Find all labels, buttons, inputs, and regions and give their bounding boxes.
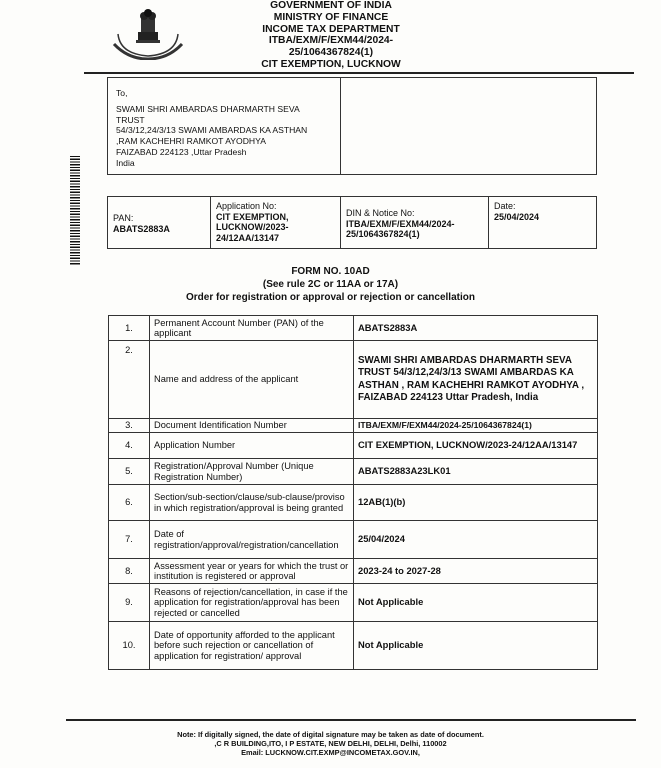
header-ministry: MINISTRY OF FINANCE — [273, 11, 389, 23]
row-label: Assessment year or years for which the trust or institution is registered or approval — [150, 559, 354, 584]
row-value: ABATS2883A — [354, 316, 598, 341]
footer-note: Note: If digitally signed, the date of digital signature may be taken as date of document. — [177, 730, 484, 739]
row-label: Application Number — [150, 433, 354, 459]
addressee-right-blank — [341, 78, 596, 174]
row-number: 4. — [109, 433, 150, 459]
footer-address: ,C R BUILDING,ITO, I P ESTATE, NEW DELHI, DELHI, Delhi, 110002 — [214, 739, 447, 748]
table-row — [109, 622, 598, 670]
addressee-box — [107, 77, 597, 175]
pan-label: PAN: — [113, 213, 134, 223]
table-row — [109, 521, 598, 559]
din-value: ITBA/EXM/F/EXM44/2024-25/1064367824(1) — [346, 218, 455, 239]
header-ref-1: ITBA/EXM/F/EXM44/2024- — [268, 35, 394, 47]
form-title: FORM NO. 10AD — [291, 266, 370, 277]
table-row — [109, 559, 598, 584]
table-row — [109, 433, 598, 459]
addressee-line: TRUST — [116, 114, 145, 125]
application-cell — [211, 197, 341, 248]
row-number: 6. — [109, 485, 150, 521]
table-row — [109, 485, 598, 521]
din-cell — [341, 197, 489, 248]
din-label: DIN & Notice No: — [346, 208, 415, 218]
row-value: ABATS2883A23LK01 — [354, 459, 598, 485]
form-subtitle: Order for registration or approval or rejection or cancellation — [186, 292, 475, 303]
table-row — [109, 341, 598, 419]
info-box — [107, 196, 597, 249]
row-number: 8. — [109, 559, 150, 584]
row-number: 3. — [109, 419, 150, 433]
addressee-line: India — [116, 157, 135, 168]
row-label: Name and address of the applicant — [150, 341, 354, 419]
form-rule: (See rule 2C or 11AA or 17A) — [262, 279, 399, 290]
table-row — [109, 316, 598, 341]
row-number: 7. — [109, 521, 150, 559]
row-number: 2. — [109, 341, 150, 419]
row-value: 25/04/2024 — [354, 521, 598, 559]
addressee-line: 54/3/12,24/3/13 SWAMI AMBARDAS KA ASTHAN — [116, 125, 308, 136]
pan-value: ABATS2883A — [113, 223, 170, 234]
row-label: Permanent Account Number (PAN) of the applicant — [150, 316, 354, 341]
pan-cell — [108, 197, 211, 248]
addressee-block — [108, 78, 341, 174]
row-number: 9. — [109, 584, 150, 622]
header-government: GOVERNMENT OF INDIA — [270, 0, 392, 11]
row-value: 12AB(1)(b) — [354, 485, 598, 521]
row-value: Not Applicable — [354, 622, 598, 670]
footer-email: Email: LUCKNOW.CIT.EXMP@INCOMETAX.GOV.IN, — [241, 748, 420, 757]
date-value: 25/04/2024 — [494, 211, 540, 222]
row-label: Date of opportunity afforded to the applicant before such rejection or cancellation of application for registration/ approval — [150, 622, 354, 670]
row-number: 5. — [109, 459, 150, 485]
row-value: Not Applicable — [354, 584, 598, 622]
letterhead — [200, 0, 462, 71]
row-value: SWAMI SHRI AMBARDAS DHARMARTH SEVA TRUST 54/3/12,24/3/13 SWAMI AMBARDAS KA ASTHAN , RAM KACHEHRI RAMKOT AYODHYA , FAIZABAD 224123 Uttar Pradesh, India — [354, 341, 598, 419]
header-office: CIT EXEMPTION, LUCKNOW — [261, 58, 401, 70]
header-ref-2: 25/1064367824(1) — [288, 47, 374, 59]
addressee-line: FAIZABAD 224123 ,Uttar Pradesh — [116, 146, 247, 157]
row-label: Reasons of rejection/cancellation, in case if the application for registration/approval has been rejected or cancelled — [150, 584, 354, 622]
header-department: INCOME TAX DEPARTMENT — [262, 23, 400, 35]
row-value: 2023-24 to 2027-28 — [354, 559, 598, 584]
row-label: Registration/Approval Number (Unique Registration Number) — [150, 459, 354, 485]
date-cell — [489, 197, 596, 248]
table-row — [109, 459, 598, 485]
footer-divider — [66, 719, 636, 721]
row-value: ITBA/EXM/F/EXM44/2024-25/1064367824(1) — [354, 419, 598, 433]
row-value: CIT EXEMPTION, LUCKNOW/2023-24/12AA/13147 — [354, 433, 598, 459]
header-divider — [84, 72, 634, 74]
addressee-line: ,RAM KACHEHRI RAMKOT AYODHYA — [116, 136, 266, 147]
application-value: CIT EXEMPTION, LUCKNOW/2023-24/12AA/13147 — [216, 211, 289, 243]
national-emblem-icon — [108, 4, 188, 60]
to-label: To, — [116, 88, 128, 98]
row-label: Section/sub-section/clause/sub-clause/proviso in which registration/approval is being granted — [150, 485, 354, 521]
row-number: 10. — [109, 622, 150, 670]
row-label: Document Identification Number — [150, 419, 354, 433]
table-row — [109, 419, 598, 433]
table-row — [109, 584, 598, 622]
addressee-line: SWAMI SHRI AMBARDAS DHARMARTH SEVA — [116, 103, 300, 114]
order-details-table — [108, 315, 598, 670]
application-label: Application No: — [216, 201, 277, 211]
date-label: Date: — [494, 201, 516, 211]
barcode-icon — [70, 156, 80, 266]
row-label: Date of registration/approval/registration/cancellation — [150, 521, 354, 559]
row-number: 1. — [109, 316, 150, 341]
